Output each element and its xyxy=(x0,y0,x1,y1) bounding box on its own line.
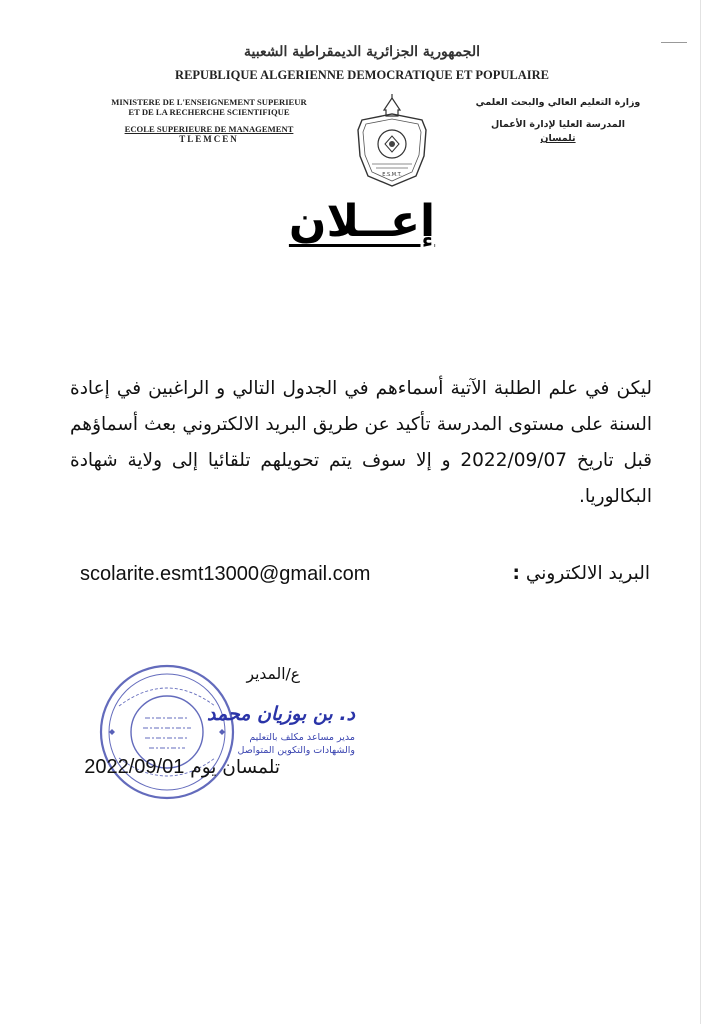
signer-title xyxy=(200,731,355,757)
issue-date: 2022/09/01 xyxy=(84,756,185,778)
emblem-abbr: E.S.M.T. xyxy=(382,172,402,178)
french-institution-block xyxy=(104,97,314,144)
arabic-republic-title: الجمهورية الجزائرية الديمقراطية الشعبية xyxy=(243,44,480,60)
director-label: ع/المدير xyxy=(246,665,300,683)
signer-title-line-2: والشهادات والتكوين المتواصل xyxy=(237,745,355,756)
ministry-ar: وزارة التعليم العالي والبحث العلمي xyxy=(475,97,641,108)
email-label xyxy=(470,563,650,584)
signer-title-line-1: مدير مساعد مكلف بالتعليم xyxy=(249,732,355,743)
ministry-line-2: ET DE LA RECHERCHE SCIENTIFIQUE xyxy=(128,107,290,117)
arabic-institution-block xyxy=(468,96,648,146)
signer-name: د. بن بوزيان محمد xyxy=(207,703,355,725)
place-date-line xyxy=(80,756,280,779)
place-date-prefix: تلمسان يوم xyxy=(190,757,280,778)
page-edge-line xyxy=(700,0,701,1024)
headline-text: إعــلان xyxy=(288,196,436,247)
school-name-fr: ECOLE SUPERIEURE DE MANAGEMENT xyxy=(124,124,294,134)
email-label-text: البريد الالكتروني xyxy=(525,563,650,584)
french-republic-title: REPUBLIQUE ALGERIENNE DEMOCRATIQUE ET POPULAIRE xyxy=(175,68,549,82)
email-label-colon: : xyxy=(512,563,520,584)
announcement-headline xyxy=(270,196,454,247)
ministry-line-1: MINISTERE DE L'ENSEIGNEMENT SUPERIEUR xyxy=(111,97,307,107)
city-ar: تلمسان xyxy=(540,133,576,144)
scan-mark xyxy=(661,42,687,43)
city-fr: TLEMCEN xyxy=(179,134,239,144)
school-name-ar: المدرسة العليا لإدارة الأعمال xyxy=(491,119,625,130)
announcement-paragraph: ليكن في علم الطلبة الآتية أسماءهم في الجدول التالي و الراغبين في إعادة السنة على مستوى المدرسة تأكيد عن طريق البريد الالكتروني بعث أسماؤهم قبل تاريخ 2022/09/07 و إلا سوف يتم تحويلهم تلقائيا إلى ولاية شهادة البكالوريا. xyxy=(70,378,652,507)
email-address: scolarite.esmt13000@gmail.com xyxy=(80,563,371,585)
school-emblem-icon xyxy=(352,94,432,190)
